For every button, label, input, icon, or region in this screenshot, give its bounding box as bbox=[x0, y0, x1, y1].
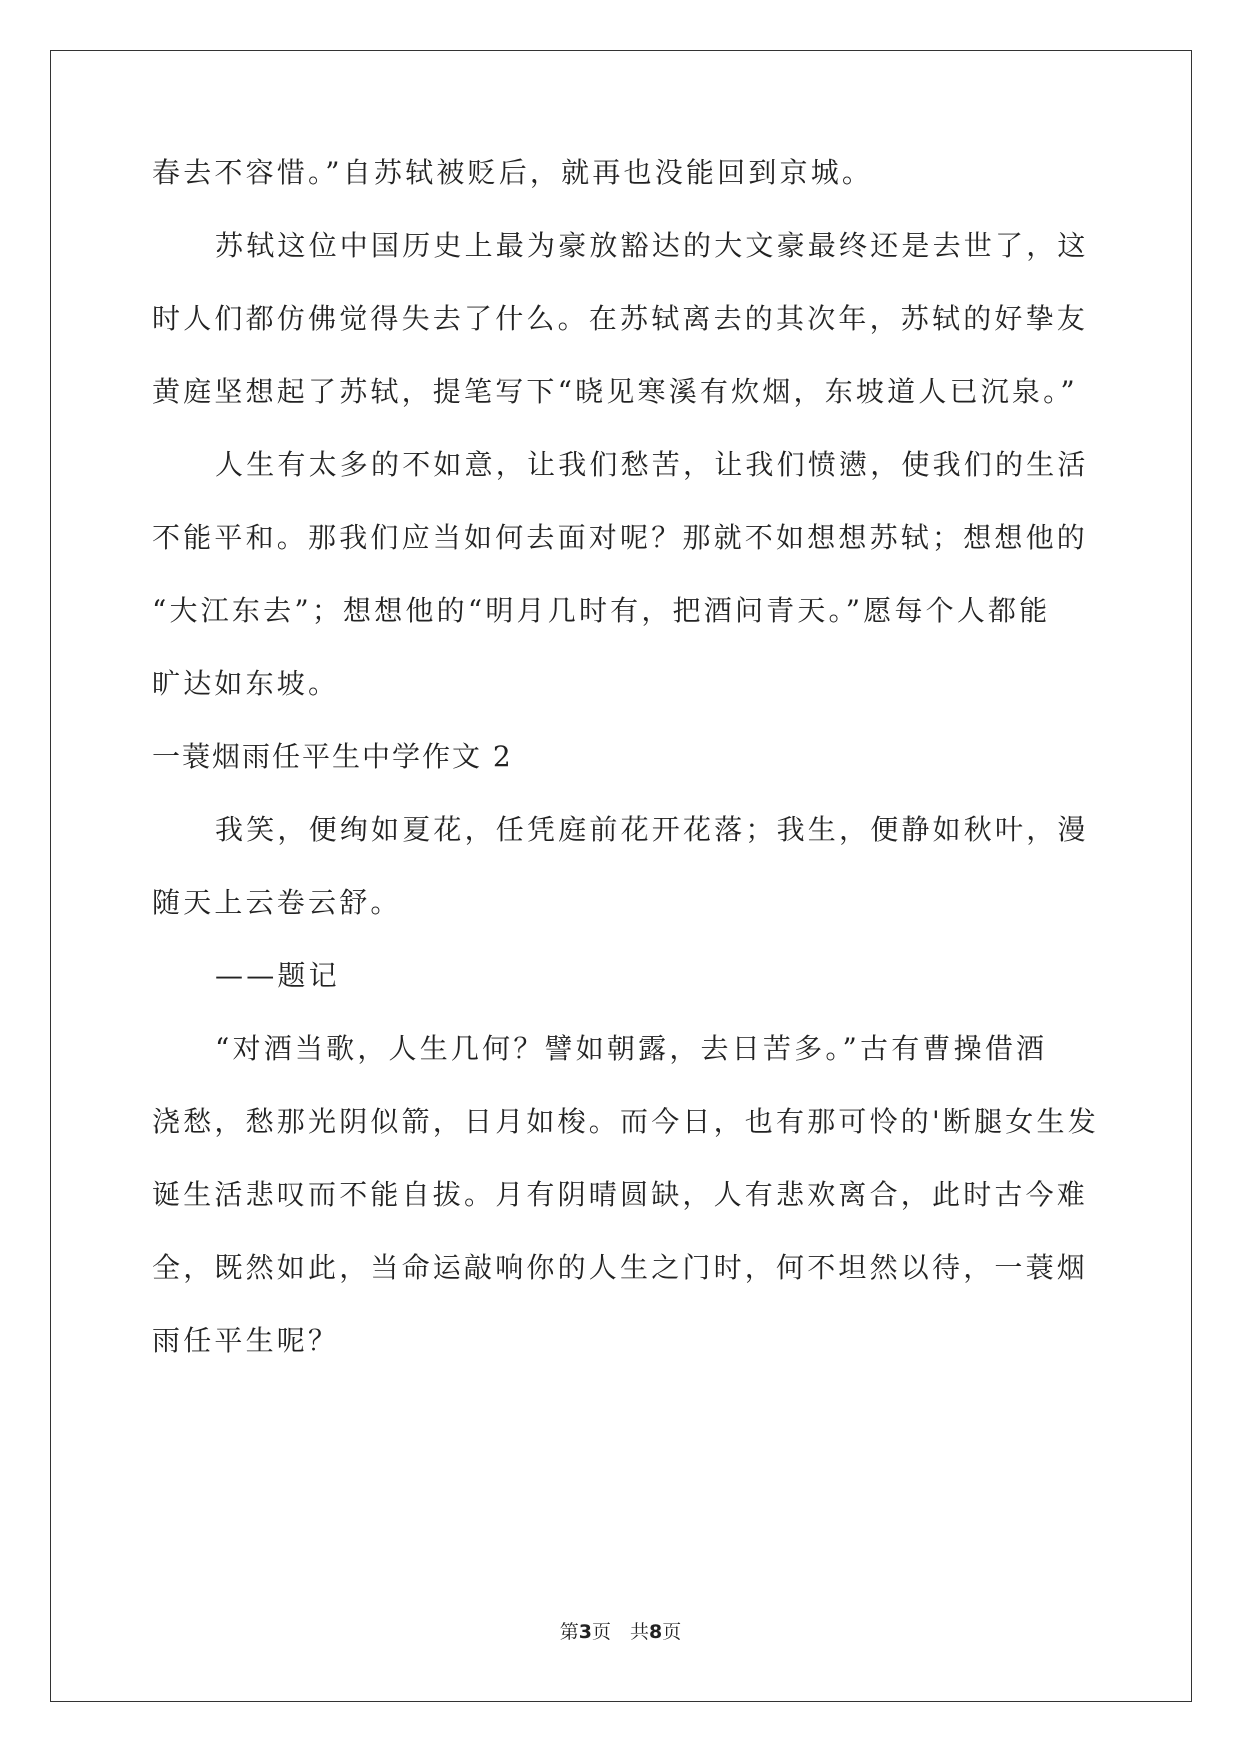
paragraph-line: 浇愁，愁那光阴似箭，日月如梭。而今日，也有那可怜的'断腿女生发 bbox=[152, 1105, 1099, 1138]
paragraph-line: 不能平和。那我们应当如何去面对呢？那就不如想想苏轼；想想他的 bbox=[152, 521, 1089, 554]
paragraph-line: 春去不容惜。”自苏轼被贬后，就再也没能回到京城。 bbox=[152, 156, 874, 189]
section-heading: 一蓑烟雨任平生中学作文 2 bbox=[152, 740, 513, 773]
paragraph-line: 随天上云卷云舒。 bbox=[152, 886, 402, 919]
paragraph-line: 全，既然如此，当命运敲响你的人生之门时，何不坦然以待，一蓑烟 bbox=[152, 1251, 1089, 1284]
paragraph-line: 人生有太多的不如意，让我们愁苦，让我们愤懑，使我们的生活 bbox=[215, 448, 1089, 481]
footer-mid: 页 共 bbox=[591, 1621, 649, 1643]
footer-prefix: 第 bbox=[559, 1621, 579, 1643]
page-footer bbox=[0, 1620, 1241, 1644]
paragraph-line: 旷达如东坡。 bbox=[152, 667, 340, 700]
epigraph-attribution: ——题记 bbox=[215, 959, 340, 992]
paragraph-line: “大江东去”；想想他的“明月几时有，把酒问青天。”愿每个人都能 bbox=[152, 594, 1051, 627]
footer-suffix: 页 bbox=[662, 1621, 682, 1643]
paragraph-line: 黄庭坚想起了苏轼，提笔写下“晓见寒溪有炊烟，东坡道人已沉泉。” bbox=[152, 375, 1078, 408]
paragraph-line: 诞生活悲叹而不能自拔。月有阴晴圆缺，人有悲欢离合，此时古今难 bbox=[152, 1178, 1089, 1211]
paragraph-line: 时人们都仿佛觉得失去了什么。在苏轼离去的其次年，苏轼的好挚友 bbox=[152, 302, 1089, 335]
total-pages-number: 8 bbox=[649, 1621, 663, 1643]
paragraph-line: 我笑，便绚如夏花，任凭庭前花开花落；我生，便静如秋叶，漫 bbox=[215, 813, 1089, 846]
paragraph-line: “对酒当歌，人生几何？譬如朝露，去日苦多。”古有曹操借酒 bbox=[215, 1032, 1048, 1065]
page-border bbox=[50, 50, 1192, 1702]
paragraph-line: 雨任平生呢？ bbox=[152, 1324, 340, 1357]
paragraph-line: 苏轼这位中国历史上最为豪放豁达的大文豪最终还是去世了，这 bbox=[215, 229, 1089, 262]
current-page-number: 3 bbox=[578, 1621, 592, 1643]
